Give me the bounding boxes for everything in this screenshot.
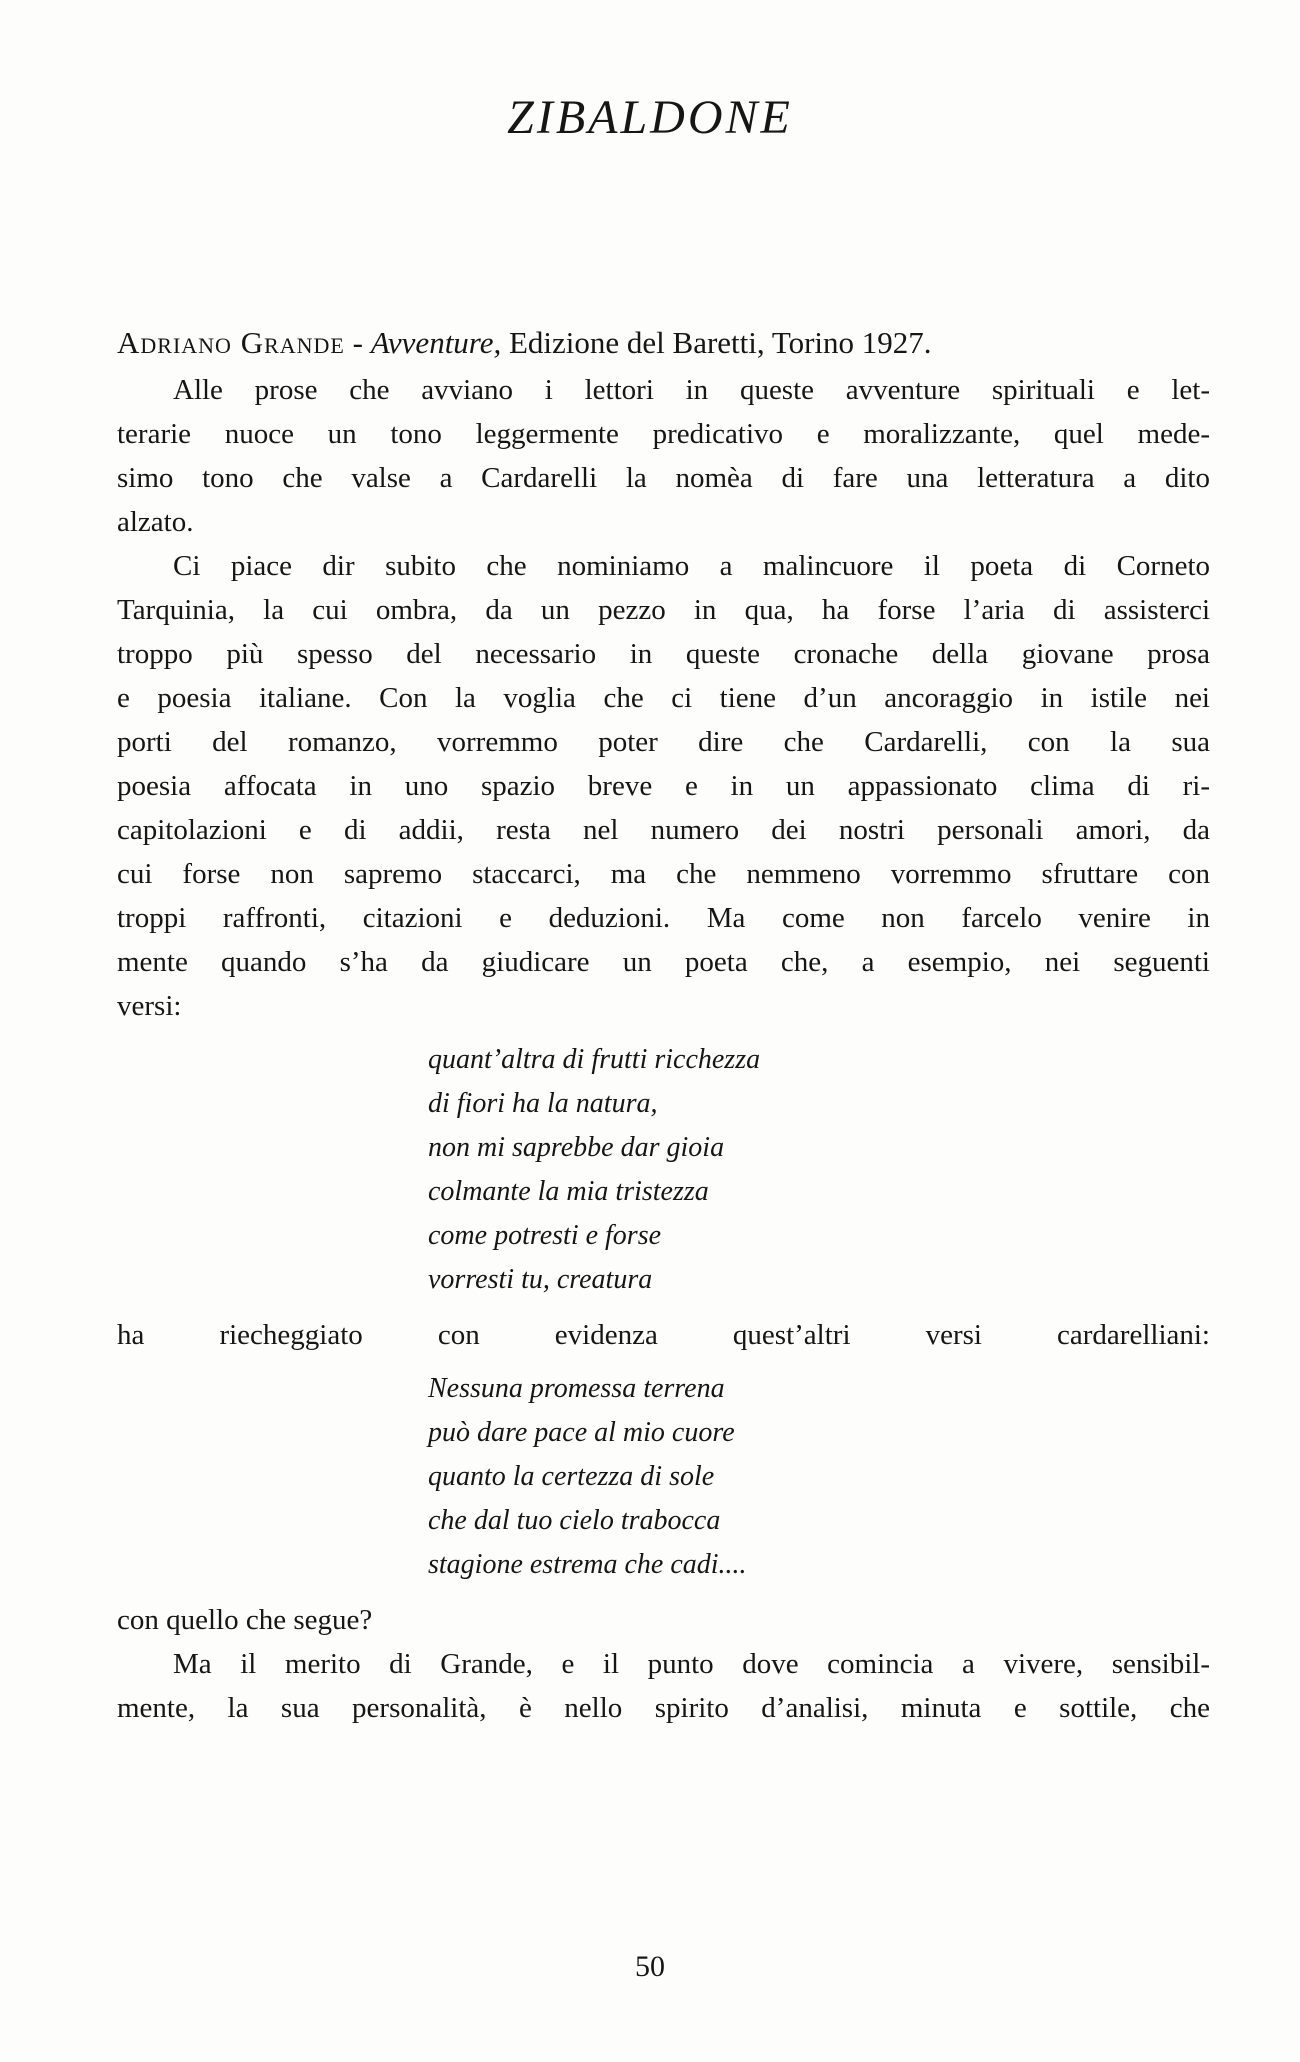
page-title: ZIBALDONE — [507, 91, 793, 144]
text-line: capitolazioni e di addii, resta nel numero dei nostri personali amori, da — [117, 814, 1210, 846]
text-line: Ci piace dir subito che nominiamo a malincuore il poeta di Corneto — [173, 550, 1210, 582]
verse-line: può dare pace al mio cuore — [428, 1417, 735, 1448]
text-line: troppi raffronti, citazioni e deduzioni. Ma come non farcelo venire in — [117, 902, 1210, 934]
text-line: Ma il merito di Grande, e il punto dove comincia a vivere, sensibil- — [173, 1648, 1210, 1680]
text-line: Alle prose che avviano i lettori in queste avventure spirituali e let- — [173, 374, 1210, 406]
page-number: 50 — [635, 1950, 665, 1983]
verse-line: quanto la certezza di sole — [428, 1461, 715, 1492]
text-line: simo tono che valse a Cardarelli la nomèa di fare una letteratura a dito — [117, 462, 1210, 494]
publication-info: Edizione del Baretti, Torino 1927. — [501, 325, 932, 360]
text-line: mente, la sua personalità, è nello spirito d’analisi, minuta e sottile, che — [117, 1692, 1210, 1724]
verse-line: quant’altra di frutti ricchezza — [428, 1044, 761, 1075]
verse-line: di fiori ha la natura, — [428, 1088, 658, 1119]
text-line: ha riecheggiato con evidenza quest’altri versi cardarelliani: — [117, 1319, 1210, 1351]
verse-line: stagione estrema che cadi.... — [428, 1549, 747, 1580]
text-line: Tarquinia, la cui ombra, da un pezzo in qua, ha forse l’aria di assisterci — [117, 594, 1210, 626]
verse-line: vorresti tu, creatura — [428, 1264, 653, 1295]
author-name: Adriano Grande — [117, 325, 345, 360]
text-line: mente quando s’ha da giudicare un poeta che, a esempio, nei seguenti — [117, 946, 1210, 978]
text-line: versi: — [117, 990, 182, 1022]
verse-line: che dal tuo cielo trabocca — [428, 1505, 721, 1536]
text-line: troppo più spesso del necessario in queste cronache della giovane prosa — [117, 638, 1210, 670]
text-line: porti del romanzo, vorremmo poter dire che Cardarelli, con la sua — [117, 726, 1210, 758]
work-title: Avventure, — [370, 325, 502, 360]
verse-line: non mi saprebbe dar gioia — [428, 1132, 725, 1163]
text-line: terarie nuoce un tono leggermente predicativo e moralizzante, quel mede- — [117, 418, 1210, 450]
verse-line: colmante la mia tristezza — [428, 1176, 709, 1207]
heading-separator: - — [344, 325, 371, 360]
review-heading — [117, 325, 932, 361]
text-line: poesia affocata in uno spazio breve e in un appassionato clima di ri- — [117, 770, 1210, 802]
text-line: e poesia italiane. Con la voglia che ci tiene d’un ancoraggio in istile nei — [117, 682, 1210, 714]
verse-line: Nessuna promessa terrena — [428, 1373, 725, 1404]
text-line: con quello che segue? — [117, 1604, 373, 1636]
text-line: alzato. — [117, 506, 194, 538]
text-line: cui forse non sapremo staccarci, ma che nemmeno vorremmo sfruttare con — [117, 858, 1210, 890]
verse-line: come potresti e forse — [428, 1220, 662, 1251]
